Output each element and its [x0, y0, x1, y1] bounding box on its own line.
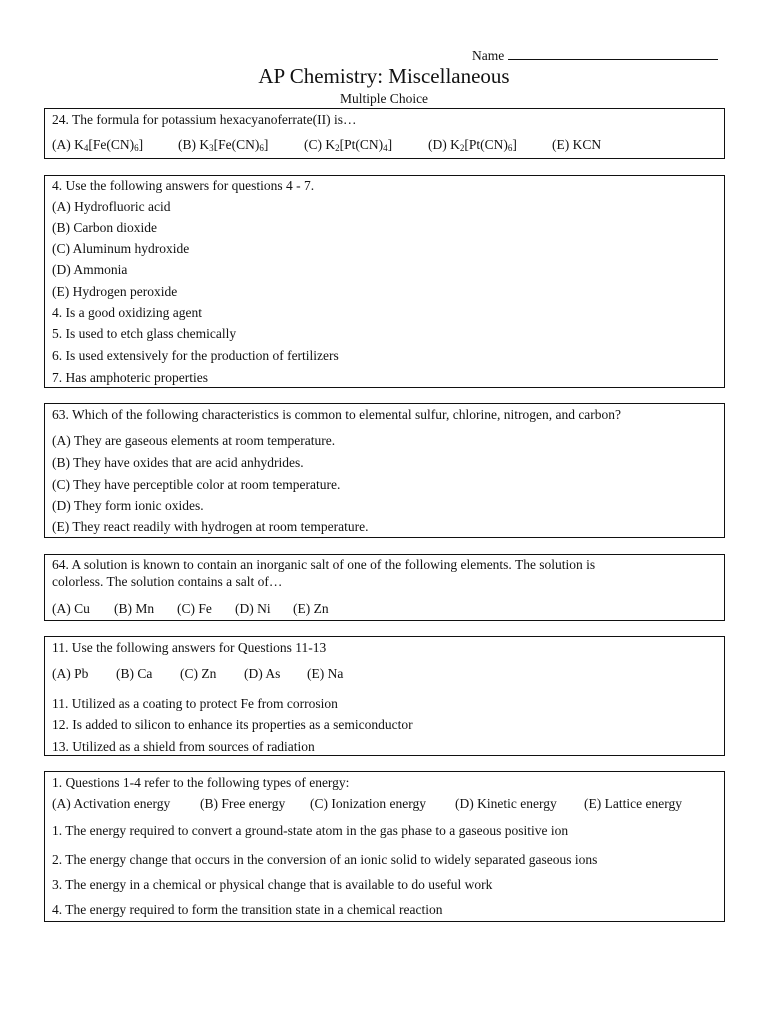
question-2-item: 2. The energy change that occurs in the conversion of an ionic solid to widely separated gaseous ions — [52, 852, 598, 867]
q1-option-b: (B) Free energy — [200, 796, 286, 811]
question-13-item: 13. Utilized as a shield from sources of radiation — [52, 739, 315, 754]
q24-option-a: (A) $K_4[Fe(CN)_6]$ — [52, 137, 144, 153]
question-4-intro: 4. Use the following answers for questions 4 - 7. — [52, 178, 315, 193]
q64-option-a: (A) Cu — [52, 601, 90, 616]
q4-option-c: (C) Aluminum hydroxide — [52, 241, 190, 256]
q1-option-a: (A) Activation energy — [52, 796, 171, 811]
q11-option-c: (C) Zn — [180, 666, 217, 681]
q24-option-b: (B) $K_3[Fe(CN)_6]$ — [178, 137, 269, 153]
question-12-item: 12. Is added to silicon to enhance its properties as a semiconductor — [52, 717, 413, 732]
question-6-item: 6. Is used extensively for the production of fertilizers — [52, 348, 339, 363]
q1-option-e: (E) Lattice energy — [584, 796, 682, 811]
name-field — [472, 47, 718, 64]
question-11-item: 11. Utilized as a coating to protect Fe from corrosion — [52, 696, 338, 711]
question-4-item: 4. The energy required to form the transition state in a chemical reaction — [52, 902, 443, 917]
name-blank-line[interactable] — [508, 47, 718, 60]
question-4-box — [44, 175, 725, 388]
q24-option-e: (E) KCN — [552, 137, 602, 152]
q63-option-a: (A) They are gaseous elements at room temperature. — [52, 433, 336, 448]
q24-option-c: (C) $K_2[Pt(CN)_4]$ — [304, 137, 393, 153]
page-subtitle: Multiple Choice — [339, 91, 429, 106]
q63-option-c: (C) They have perceptible color at room temperature. — [52, 477, 341, 492]
question-4-item: 4. Is a good oxidizing agent — [52, 305, 202, 320]
question-11-box — [44, 636, 725, 756]
question-11-options — [52, 666, 343, 682]
page-title: AP Chemistry: Miscellaneous — [258, 64, 510, 88]
q4-option-a: (A) Hydrofluoric acid — [52, 199, 171, 214]
question-64-prompt-line-2: colorless. The solution contains a salt of… — [52, 574, 283, 589]
q11-option-a: (A) Pb — [52, 666, 89, 681]
question-1-box — [44, 771, 725, 922]
question-1-options — [52, 796, 682, 812]
question-24-options — [52, 137, 601, 153]
question-3-item: 3. The energy in a chemical or physical change that is available to do useful work — [52, 877, 493, 892]
q4-option-e: (E) Hydrogen peroxide — [52, 284, 178, 299]
q63-option-b: (B) They have oxides that are acid anhydrides. — [52, 455, 304, 470]
q64-option-c: (C) Fe — [177, 601, 212, 616]
name-label: Name — [472, 48, 505, 63]
q11-option-e: (E) Na — [307, 666, 344, 681]
q11-option-b: (B) Ca — [116, 666, 153, 681]
q64-option-e: (E) Zn — [293, 601, 329, 616]
q1-option-d: (D) Kinetic energy — [455, 796, 557, 811]
question-64-box — [44, 554, 725, 621]
question-7-item: 7. Has amphoteric properties — [52, 370, 208, 385]
question-64-options — [52, 601, 329, 617]
q63-option-d: (D) They form ionic oxides. — [52, 498, 204, 513]
q64-option-d: (D) Ni — [235, 601, 271, 616]
question-11-intro: 11. Use the following answers for Questions 11-13 — [52, 640, 327, 655]
question-1-intro: 1. Questions 1-4 refer to the following types of energy: — [52, 775, 350, 790]
question-63-box — [44, 403, 725, 538]
q64-option-b: (B) Mn — [114, 601, 155, 616]
question-24-prompt: 24. The formula for potassium hexacyanoferrate(II) is… — [52, 112, 357, 127]
q63-option-e: (E) They react readily with hydrogen at room temperature. — [52, 519, 369, 534]
q1-option-c: (C) Ionization energy — [310, 796, 426, 811]
q4-option-d: (D) Ammonia — [52, 262, 128, 277]
q4-option-b: (B) Carbon dioxide — [52, 220, 157, 235]
question-1-item: 1. The energy required to convert a ground-state atom in the gas phase to a gaseous positive ion — [52, 823, 569, 838]
question-63-prompt: 63. Which of the following characteristics is common to elemental sulfur, chlorine, nitrogen, and carbon? — [52, 407, 622, 422]
question-5-item: 5. Is used to etch glass chemically — [52, 326, 237, 341]
question-64-prompt-line-1: 64. A solution is known to contain an inorganic salt of one of the following elements. The solution is — [52, 557, 596, 572]
q24-option-d: (D) $K_2[Pt(CN)_6]$ — [428, 137, 517, 153]
question-24-box — [44, 108, 725, 159]
q11-option-d: (D) As — [244, 666, 281, 681]
